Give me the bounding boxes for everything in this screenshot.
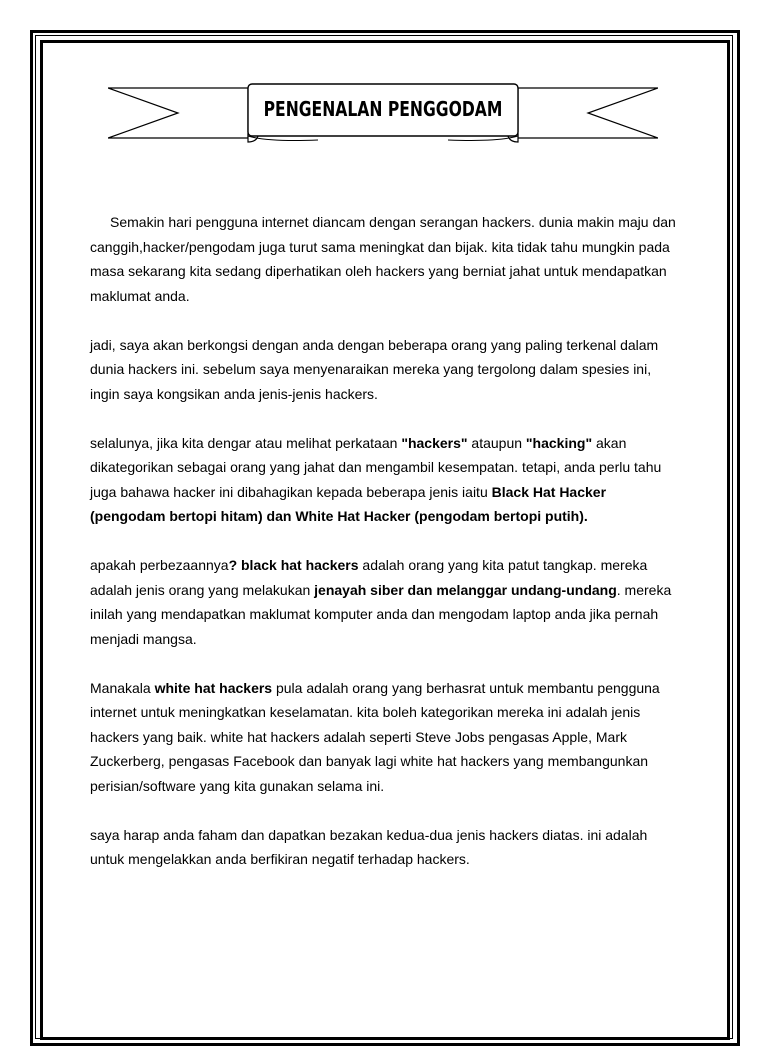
paragraph-1: Semakin hari pengguna internet diancam dengan serangan hackers. dunia makin maju dan canggih,hacker/pengodam juga turut sama meningkat dan bijak. kita tidak tahu mungkin pada masa sekarang kita sedang diperhatikan oleh hackers yang berniat jahat untuk mendapatkan maklumat anda. <box>90 214 676 304</box>
paragraph-5 <box>90 676 680 799</box>
paragraph-3-text-1: selalunya, jika kita dengar atau melihat perkataan <box>90 434 402 451</box>
term-cyber-crime: jenayah siber dan melanggar undang-undang <box>314 581 617 598</box>
term-black-hat: ? black hat hackers <box>228 557 359 573</box>
paragraph-5-text-1: Manakala <box>90 679 155 696</box>
term-hat-types: Black Hat Hacker (pengodam bertopi hitam) dan White Hat Hacker (pengodam bertopi putih). <box>90 483 607 524</box>
paragraph-3 <box>90 431 680 529</box>
term-hacking: "hacking" <box>525 434 593 451</box>
term-white-hat: white hat hackers <box>154 679 273 696</box>
paragraph-4 <box>90 553 680 651</box>
article-body <box>90 210 680 896</box>
page-title: PENGENALAN PENGGODAM <box>263 97 503 121</box>
paragraph-3-text-2: ataupun <box>467 434 526 451</box>
term-hackers: "hackers" <box>401 434 468 451</box>
paragraph-4-text-3: . mereka inilah yang mendapatkan maklumat komputer anda dan mengodam laptop anda jika pernah menjadi mangsa. <box>90 581 672 647</box>
paragraph-4-text-2: adalah orang yang kita patut tangkap. mereka adalah jenis orang yang melakukan <box>90 557 648 598</box>
paragraph-2: jadi, saya akan berkongsi dengan anda dengan beberapa orang yang paling terkenal dalam dunia hackers ini. sebelum saya menyenaraikan mereka yang tergolong dalam spesies ini, ingin saya kongsikan anda jenis-jenis hackers. <box>90 336 659 402</box>
paragraph-6: saya harap anda faham dan dapatkan bezakan kedua-dua jenis hackers diatas. ini adalah untuk mengelakkan anda berfikiran negatif terhadap hackers. <box>90 826 648 867</box>
paragraph-5-text-2: pula adalah orang yang berhasrat untuk membantu pengguna internet untuk meningkatkan keselamatan. kita boleh kategorikan mereka ini adalah jenis hackers yang baik. white hat hackers adalah seperti Steve Jobs pengasas Apple, Mark Zuckerberg, pengasas Facebook dan banyak lagi white hat hackers yang membangunkan perisian/software yang kita gunakan selama ini. <box>90 679 660 794</box>
paragraph-3-text-3: akan dikategorikan sebagai orang yang jahat dan mengambil kesempatan. tetapi, anda perlu tahu juga bahawa hacker ini dibahagikan kepada beberapa jenis iaitu <box>90 434 662 500</box>
paragraph-4-text-1: apakah perbezaannya <box>90 557 229 573</box>
